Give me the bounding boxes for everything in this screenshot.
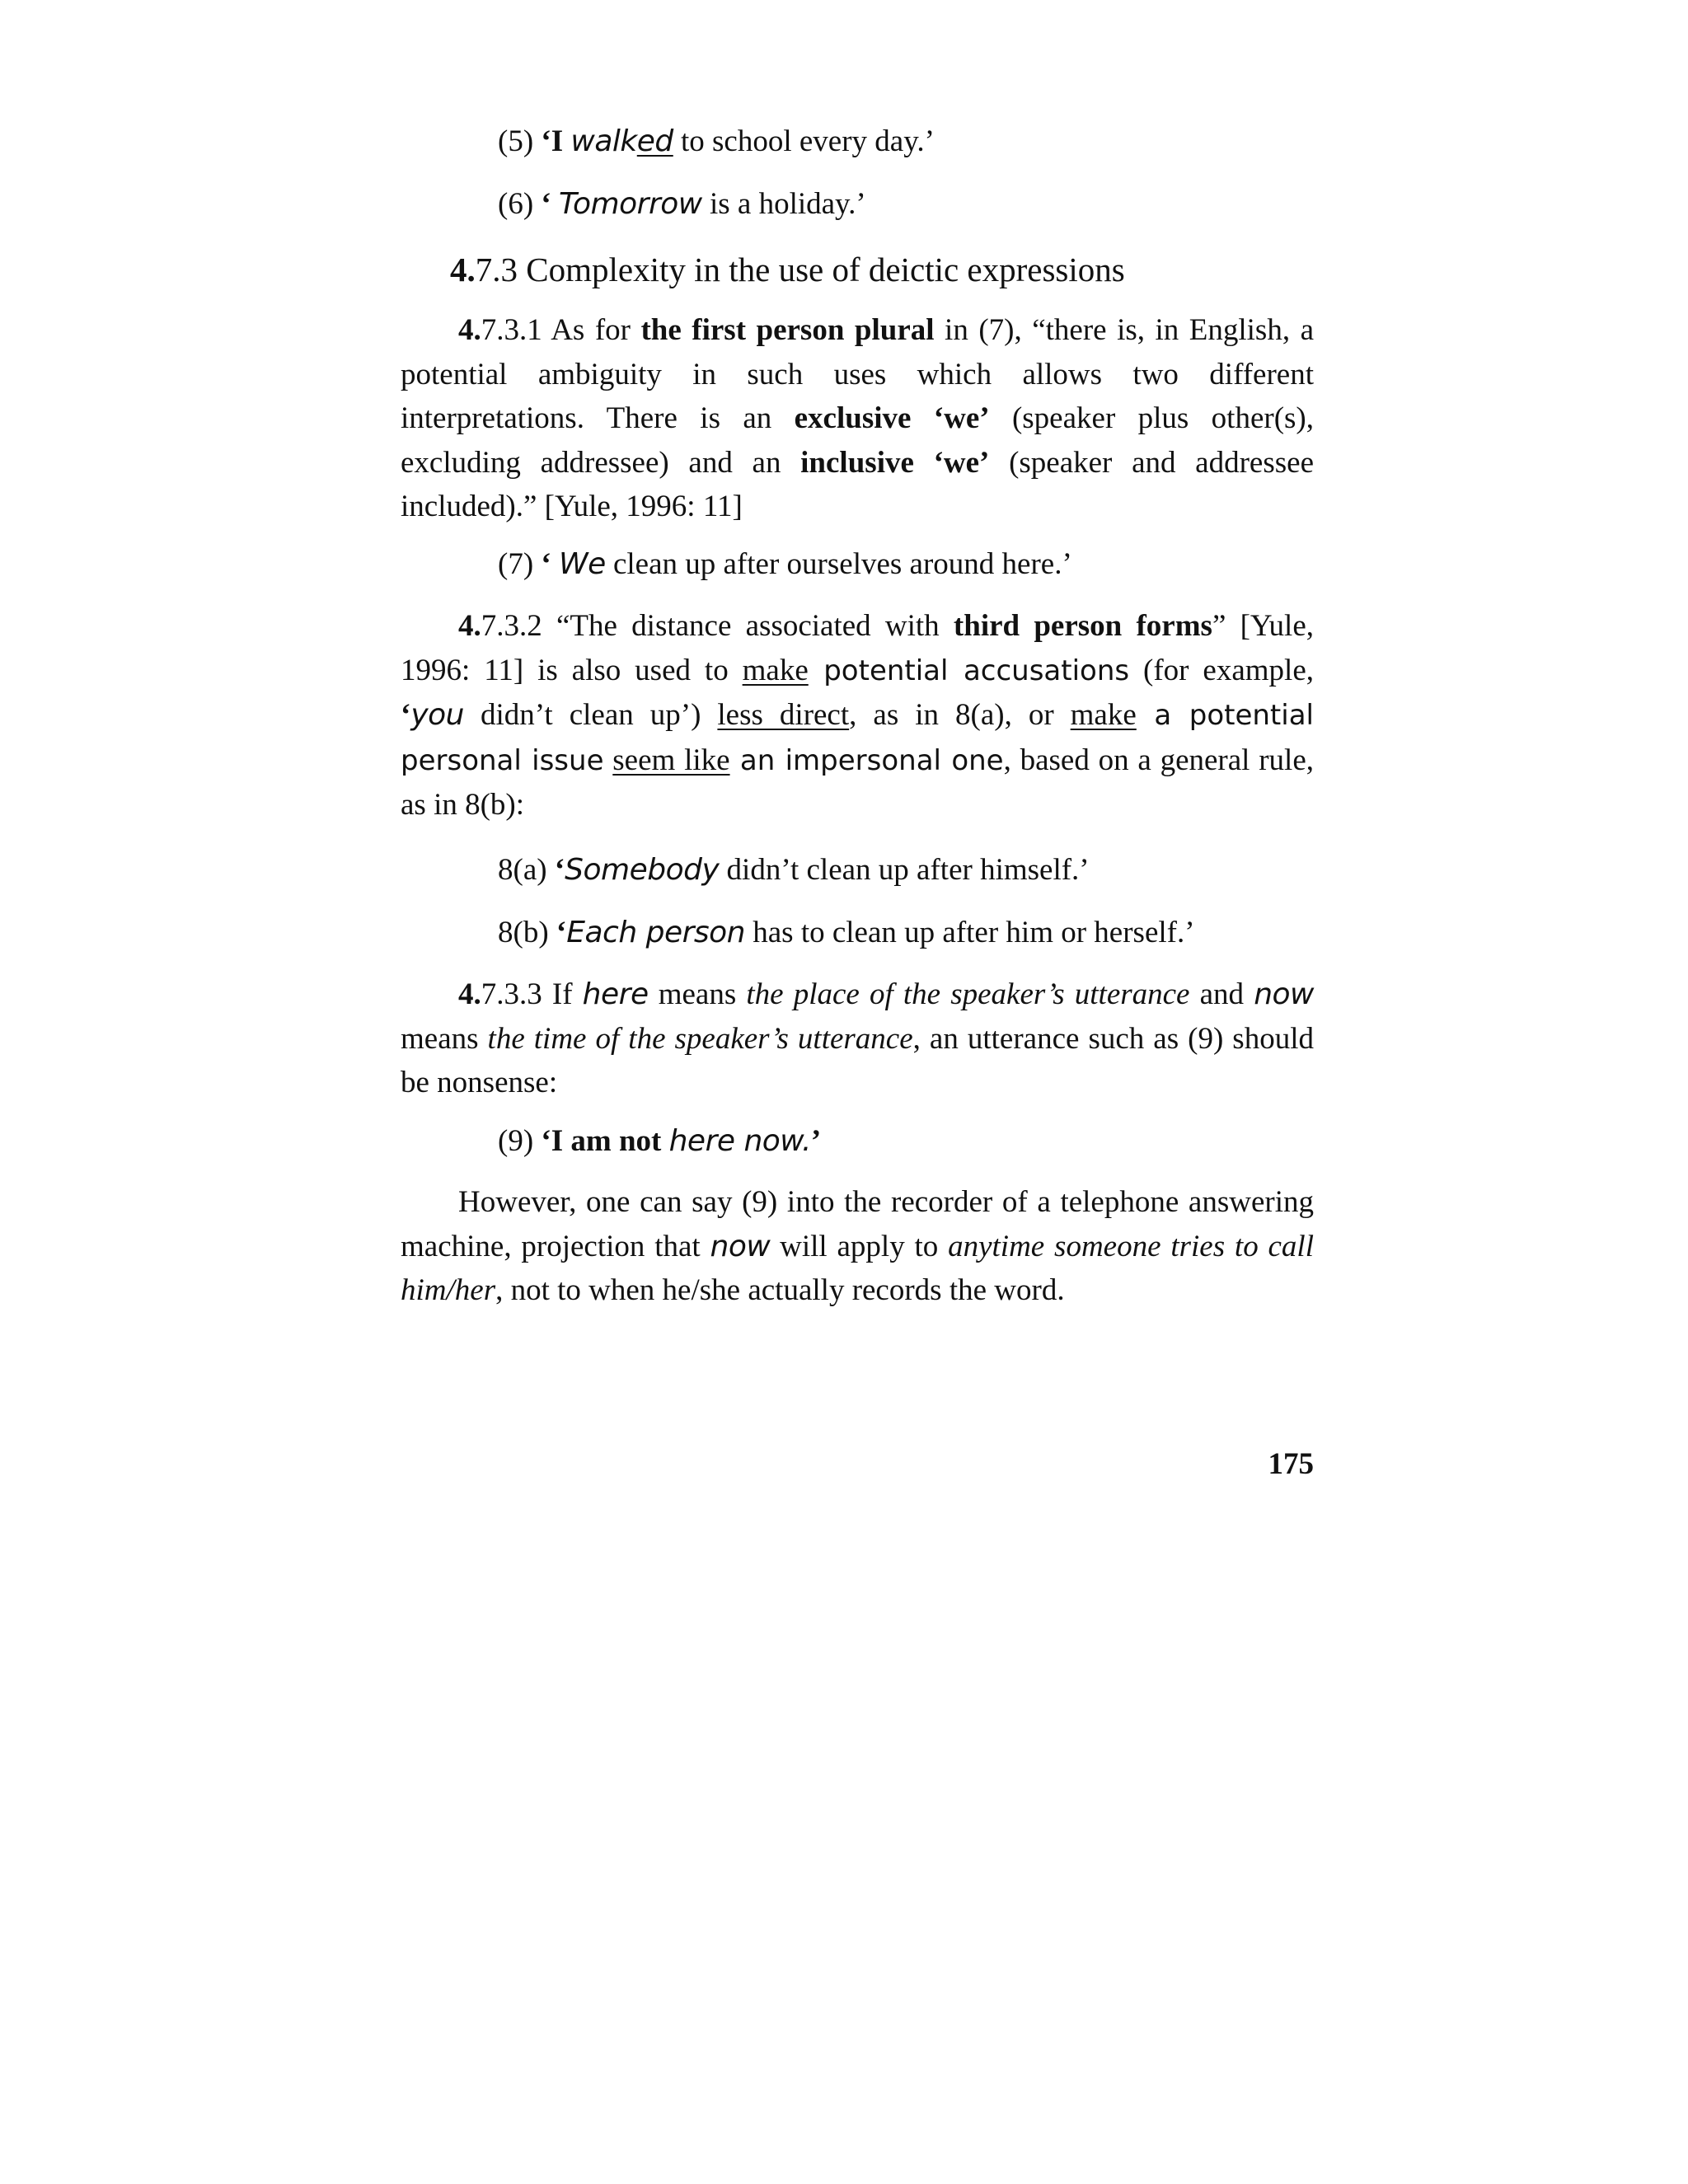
- example-number: (5): [498, 124, 542, 158]
- underlined-word: make: [1070, 698, 1137, 732]
- example-number: 8(b): [498, 916, 556, 949]
- quote-open: ‘: [556, 916, 567, 949]
- example-text: is a holiday.’: [701, 187, 866, 221]
- highlighted-word: now: [710, 1229, 771, 1263]
- section-heading: [450, 245, 1125, 294]
- quote-open: ‘: [541, 187, 559, 221]
- number-bold: 4.: [458, 977, 481, 1011]
- paragraph-however: [401, 1180, 1314, 1313]
- highlighted-word: you: [410, 698, 464, 732]
- quote-open: ‘: [554, 853, 565, 887]
- example-text: has to clean up after him or herself.’: [745, 916, 1195, 949]
- text: means: [648, 977, 747, 1011]
- quote-open: ‘I: [541, 124, 571, 158]
- bold-term: the first person plural: [640, 313, 935, 347]
- emphasized-phrase: potential accusations: [808, 654, 1130, 687]
- quote-open: ‘: [401, 698, 411, 732]
- heading-bold: 4.: [450, 251, 476, 288]
- emphasized-phrase: an impersonal one: [729, 743, 1004, 777]
- text: in (7), “there is, in English, a potential ambiguity in such uses which allows two different interpretations. There is an: [401, 313, 1314, 435]
- example-text: didn’t clean up after himself.’: [719, 853, 1090, 887]
- highlighted-word: now: [1254, 977, 1314, 1011]
- text: 7.3.2 “The distance associated with: [481, 609, 954, 643]
- heading-text: 7.3 Complexity in the use of deictic expressions: [475, 251, 1125, 288]
- text: didn’t clean up’): [463, 698, 718, 732]
- text: means: [401, 1021, 488, 1056]
- number-bold: 4.: [458, 313, 481, 347]
- emphasized-phrase: a potential personal issue: [401, 699, 1314, 777]
- bold-term: exclusive ‘we’: [794, 401, 990, 435]
- example-text: to school every day.’: [673, 124, 935, 158]
- text: [604, 743, 613, 777]
- highlighted-word: Each person: [566, 916, 745, 949]
- example-7: [498, 544, 1072, 585]
- example-number: (7): [498, 547, 542, 581]
- text: , based on a general rule, as in 8(b):: [401, 743, 1315, 822]
- text: 7.3.3 If: [481, 977, 583, 1011]
- bold-term: third person forms: [953, 609, 1212, 643]
- paragraph-4-7-3-3: [401, 972, 1314, 1105]
- underlined-phrase: seem like: [612, 743, 730, 777]
- highlighted-word: here now.: [668, 1124, 811, 1158]
- text: , an utterance such as (9) should be nonsense:: [401, 1021, 1314, 1099]
- highlighted-word: walk: [570, 124, 637, 158]
- example-number: 8(a): [498, 853, 555, 887]
- quote-open: ‘: [541, 547, 559, 581]
- text: 7.3.1 As for: [481, 313, 641, 347]
- highlighted-word: We: [558, 547, 606, 581]
- bold-term: inclusive ‘we’: [800, 445, 990, 480]
- text: (speaker and addressee included).” [Yule, 1996: 11]: [401, 445, 1314, 523]
- paragraph-4-7-3-2: [401, 604, 1314, 827]
- italic-phrase: the time of the speaker’s utterance: [487, 1021, 913, 1056]
- paragraph-4-7-3-1: [401, 308, 1314, 529]
- example-9: [498, 1121, 821, 1162]
- text: , not to when he/she actually records the word.: [495, 1273, 1065, 1307]
- highlighted-word: here: [582, 977, 649, 1011]
- example-8a: [498, 850, 1090, 891]
- example-number: (6): [498, 187, 542, 221]
- underlined-suffix: ed: [636, 124, 673, 158]
- text: However, one can say (9) into the recorder of a telephone answering machine, projection that: [401, 1185, 1314, 1263]
- underlined-word: make: [742, 653, 809, 687]
- page-number: 175: [1268, 1447, 1314, 1481]
- underlined-phrase: less direct: [717, 698, 850, 732]
- example-number: (9): [498, 1124, 542, 1158]
- highlighted-word: Somebody: [565, 853, 720, 887]
- text: (for example,: [1129, 653, 1314, 687]
- italic-phrase: the place of the speaker’s utterance: [746, 977, 1190, 1011]
- text: ” [Yule, 1996: 11] is also used to: [401, 609, 1314, 687]
- example-5: [498, 121, 935, 162]
- quote-close: ’: [810, 1124, 822, 1158]
- text: (speaker plus other(s), excluding addressee) and an: [401, 401, 1314, 480]
- example-text: clean up after ourselves around here.’: [605, 547, 1072, 581]
- example-8b: [498, 912, 1195, 954]
- text: and: [1189, 977, 1254, 1011]
- number-bold: 4.: [458, 609, 481, 643]
- italic-phrase: anytime someone tries to call him/her: [401, 1229, 1314, 1307]
- example-6: [498, 184, 866, 225]
- quote-open: ‘I am not: [541, 1124, 669, 1158]
- text: will apply to: [770, 1229, 949, 1263]
- text: , as in 8(a), or: [849, 698, 1071, 732]
- highlighted-word: Tomorrow: [558, 187, 702, 221]
